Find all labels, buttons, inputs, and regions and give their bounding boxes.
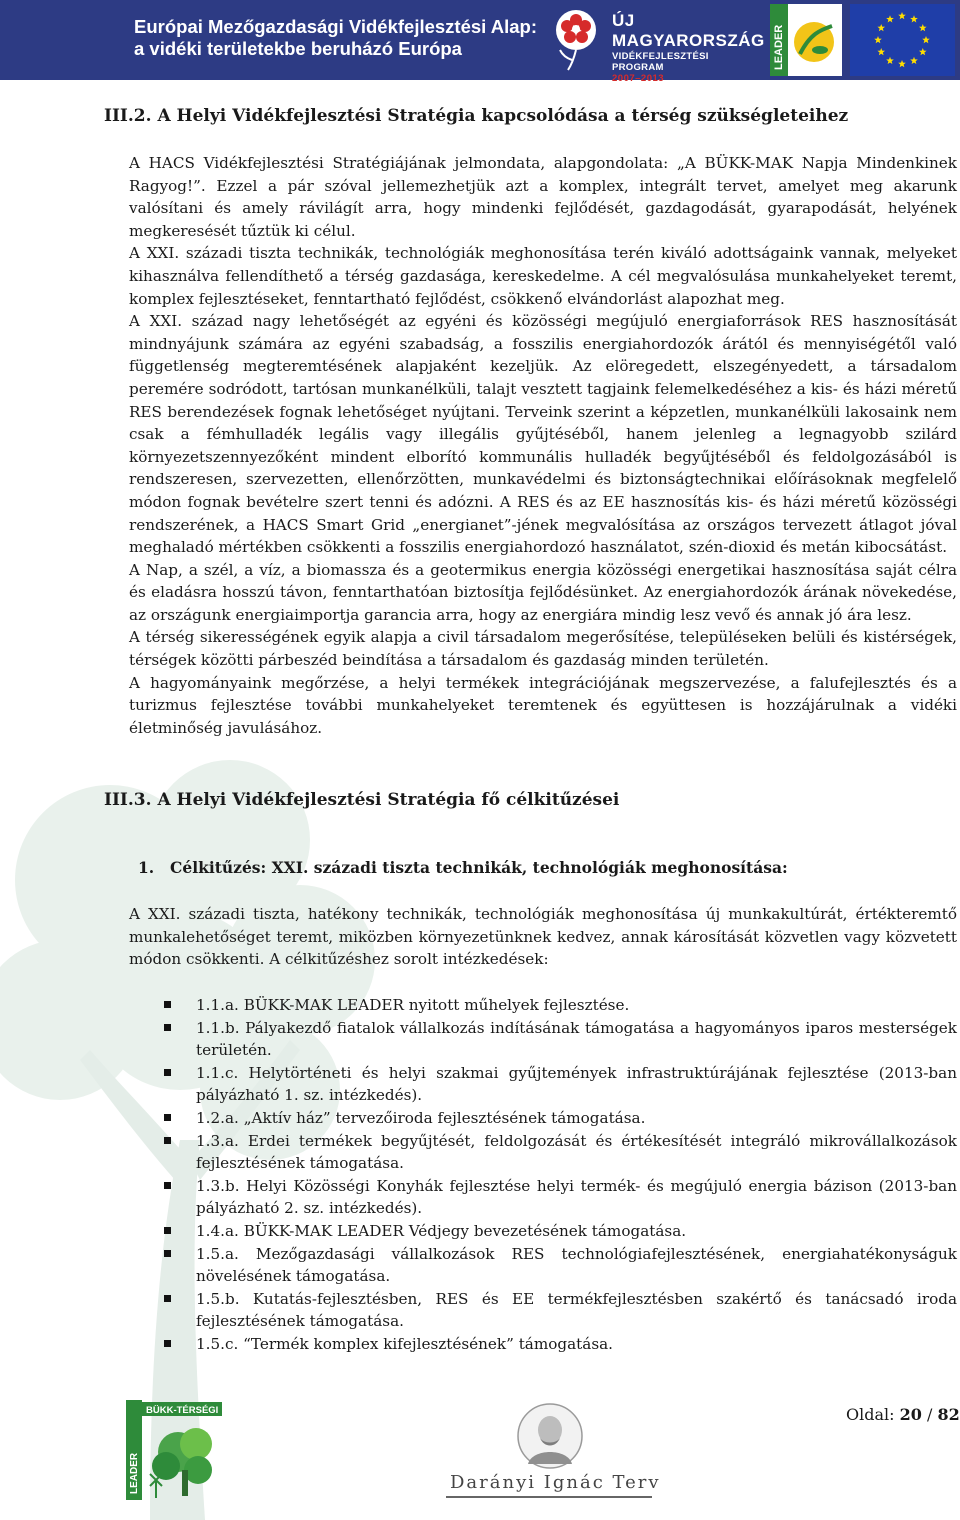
page-current: 20 — [899, 1405, 922, 1424]
fund-title — [134, 16, 537, 60]
section-2-text — [129, 152, 957, 739]
goal-intro — [129, 903, 957, 971]
region-logo-text: BÜKK-TÉRSÉGI — [146, 1405, 219, 1416]
section-title-iii2: III.2. A Helyi Vidékfejlesztési Stratégia kapcsolódása a térség szükségleteihez — [104, 106, 849, 126]
measures-list — [160, 994, 957, 1356]
bukk-region-leader-logo — [126, 1400, 222, 1500]
goal-title: Célkitűzés: XXI. századi tiszta technikák, technológiák meghonosítása: — [170, 858, 788, 877]
list-item: 1.1.b. Pályakezdő fiatalok vállalkozás indításának támogatása a hagyományos iparos mesterségek területén. — [160, 1017, 957, 1062]
bullet-icon — [164, 1114, 171, 1121]
page-total: 82 — [937, 1405, 960, 1424]
goal-number: 1. — [138, 858, 155, 877]
list-item: 1.2.a. „Aktív ház” tervezőiroda fejlesztésének támogatása. — [160, 1107, 957, 1130]
leader-logo — [770, 4, 842, 76]
list-item: 1.1.c. Helytörténeti és helyi szakmai gyűjtemények infrastruktúrájának fejlesztése (2013-ban pályázható 1. sz. intézkedés). — [160, 1062, 957, 1107]
list-item: 1.5.c. “Termék komplex kifejlesztésének” támogatása. — [160, 1333, 957, 1356]
bullet-icon — [164, 1250, 171, 1257]
fund-title-line1: Európai Mezőgazdasági Vidékfejlesztési Alap: — [134, 16, 538, 37]
bullet-icon — [164, 1001, 171, 1008]
page-number — [846, 1405, 960, 1424]
paragraph: A XXI. századi tiszta, hatékony technikák, technológiák meghonosítása új munkakultúrát, értékteremtő munkalehetőséget teremt, miközben környezetünknek kedvez, annak károsítását közvetlen vagy közvetett módon csökkenti. A célkitűzéshez sorolt intézkedések: — [129, 905, 957, 969]
footer-leader-label: LEADER — [129, 1452, 140, 1494]
bullet-icon — [164, 1295, 171, 1302]
paragraph: A térség sikerességének egyik alapja a civil társadalom megerősítése, településeken belüli és kistérségek, térségek közötti párbeszéd beindítása a társadalom és gazdaság minden területén. — [129, 628, 957, 670]
list-item: 1.5.a. Mezőgazdasági vállalkozások RES technológiafejlesztésének, energiahatékonyságuk növelésének támogatása. — [160, 1243, 957, 1288]
program-subtitle: VIDÉKFEJLESZTÉSI PROGRAM — [612, 51, 709, 73]
plan-underline — [446, 1496, 652, 1498]
paragraph: A hagyományaink megőrzése, a helyi termékek integrációjának megszervezése, a falufejlesztés és a turizmus fejlesztése további munkahelyeket teremtenek és együttesen is hozzájárulnak a vidéki életminőség javulásához. — [129, 673, 957, 737]
bullet-icon — [164, 1340, 171, 1347]
program-period: 2007–2013 — [612, 73, 665, 84]
bullet-icon — [164, 1069, 171, 1076]
section-title-iii3: III.3. A Helyi Vidékfejlesztési Stratégia fő célkitűzései — [104, 790, 620, 810]
list-item: 1.1.a. BÜKK-MAK LEADER nyitott műhelyek fejlesztése. — [160, 994, 957, 1017]
paragraph: A Nap, a szél, a víz, a biomassza és a geotermikus energia közösségi energetikai hasznosítása saját célra és eladásra hosszú távon, fenntarthatóan biztosítja fejlődésünket. Az energiahordozók árának növekedése, az országunk energiaimportja garancia arra, hogy az energiára mindig lesz vevő és annak jó ára lesz. — [129, 560, 957, 624]
page-label: Oldal: — [846, 1405, 895, 1424]
page-header — [0, 0, 960, 84]
portrait-icon — [440, 1400, 660, 1472]
paragraph: A XXI. századi tiszta technikák, technológiák meghonosítása terén kiváló adottságaink vannak, melyeket kihasználva fellendíthető a térség gazdasága, kereskedelme. A cél megvalósulása munkahelyeket teremt, komplex fejlesztéseket, fenntartható fejlődést, csökkenő elvándorlást alapozhat meg. — [129, 244, 957, 308]
bullet-icon — [164, 1137, 171, 1144]
daranyi-plan-logo — [440, 1400, 660, 1504]
list-item: 1.3.a. Erdei termékek begyűjtését, feldolgozását és értékesítését integráló mikrovállalkozások fejlesztésének támogatása. — [160, 1130, 957, 1175]
leader-emblem-icon — [770, 4, 842, 76]
paragraph: A HACS Vidékfejlesztési Stratégiájának jelmondata, alapgondolata: „A BÜKK-MAK Napja Mindenkinek Ragyog!”. Ezzel a pár szóval jellemezhetjük azt a komplex, integrált tervet, amelyet meg akarunk valósítani és amely rávilágít arra, hogy mindenki fejlődését, gazdagodását, gyarapodását, helyének megkeresését tűztük ki célul. — [129, 154, 957, 240]
plan-name: Darányi Ignác Terv — [450, 1472, 661, 1493]
flower-logo-icon — [548, 6, 604, 72]
leader-label: LEADER — [773, 24, 785, 70]
bullet-icon — [164, 1227, 171, 1234]
bullet-icon — [164, 1182, 171, 1189]
fund-title-line2: a vidéki területekbe beruházó Európa — [134, 38, 462, 59]
list-item: 1.4.a. BÜKK-MAK LEADER Védjegy bevezetésének támogatása. — [160, 1220, 957, 1243]
new-hungary-logo — [612, 11, 765, 84]
goal-heading — [138, 858, 788, 877]
paragraph: A XXI. század nagy lehetőségét az egyéni és közösségi megújuló energiaforrások RES hasznosítását mindnyájunk számára az egyéni szabadság, a fosszilis energiahordozók árától és mennyiségétől való függetlenség megteremtésének alapjaként kezeljük. Az elöregedett, elszegényedett, a társadalom peremére sodródott, tartósan munkanélküli, talajt vesztett tagjaink felemelkedéséhez a kis- és házi méretű RES berendezések fognak lehetőséget nyújtani. Terveink szerint a képzetlen, munkanélküli lakosaink nem csak a fémhulladék legális vagy illegális gyűjtéséből, hanem jelenleg a legnagyobb szilárd környezetszennyezőként mindent elborító kommunális hulladék begyűjtéséből és feldolgozásából is rendszeresen, szervezetten, ellenőrzötten, munkavédelmi és biztonságtechnikai előírásoknak megfelelő módon fognak bevételre szert tenni és adózni. A RES és az EE hasznosítás kis- és házi méretű közösségi rendszerének, a HACS Smart Grid „energianet”-jének megvalósítása az országos tervezett átlagot jóval meghaladó mértékben csökkenti a fosszilis energiahordozó használatot, szén-dioxid és metán kibocsátást. — [129, 312, 957, 557]
list-item: 1.3.b. Helyi Közösségi Konyhák fejlesztése helyi termék- és megújuló energia bázison (2013-ban pályázható 2. sz. intézkedés). — [160, 1175, 957, 1220]
page-separator: / — [926, 1405, 933, 1424]
list-item: 1.5.b. Kutatás-fejlesztésben, RES és EE termékfejlesztésben szakértő és tanácsadó iroda fejlesztésének támogatása. — [160, 1288, 957, 1333]
bullet-icon — [164, 1024, 171, 1031]
program-title: ÚJ MAGYARORSZÁG — [612, 11, 765, 50]
eu-flag-icon — [850, 4, 955, 76]
